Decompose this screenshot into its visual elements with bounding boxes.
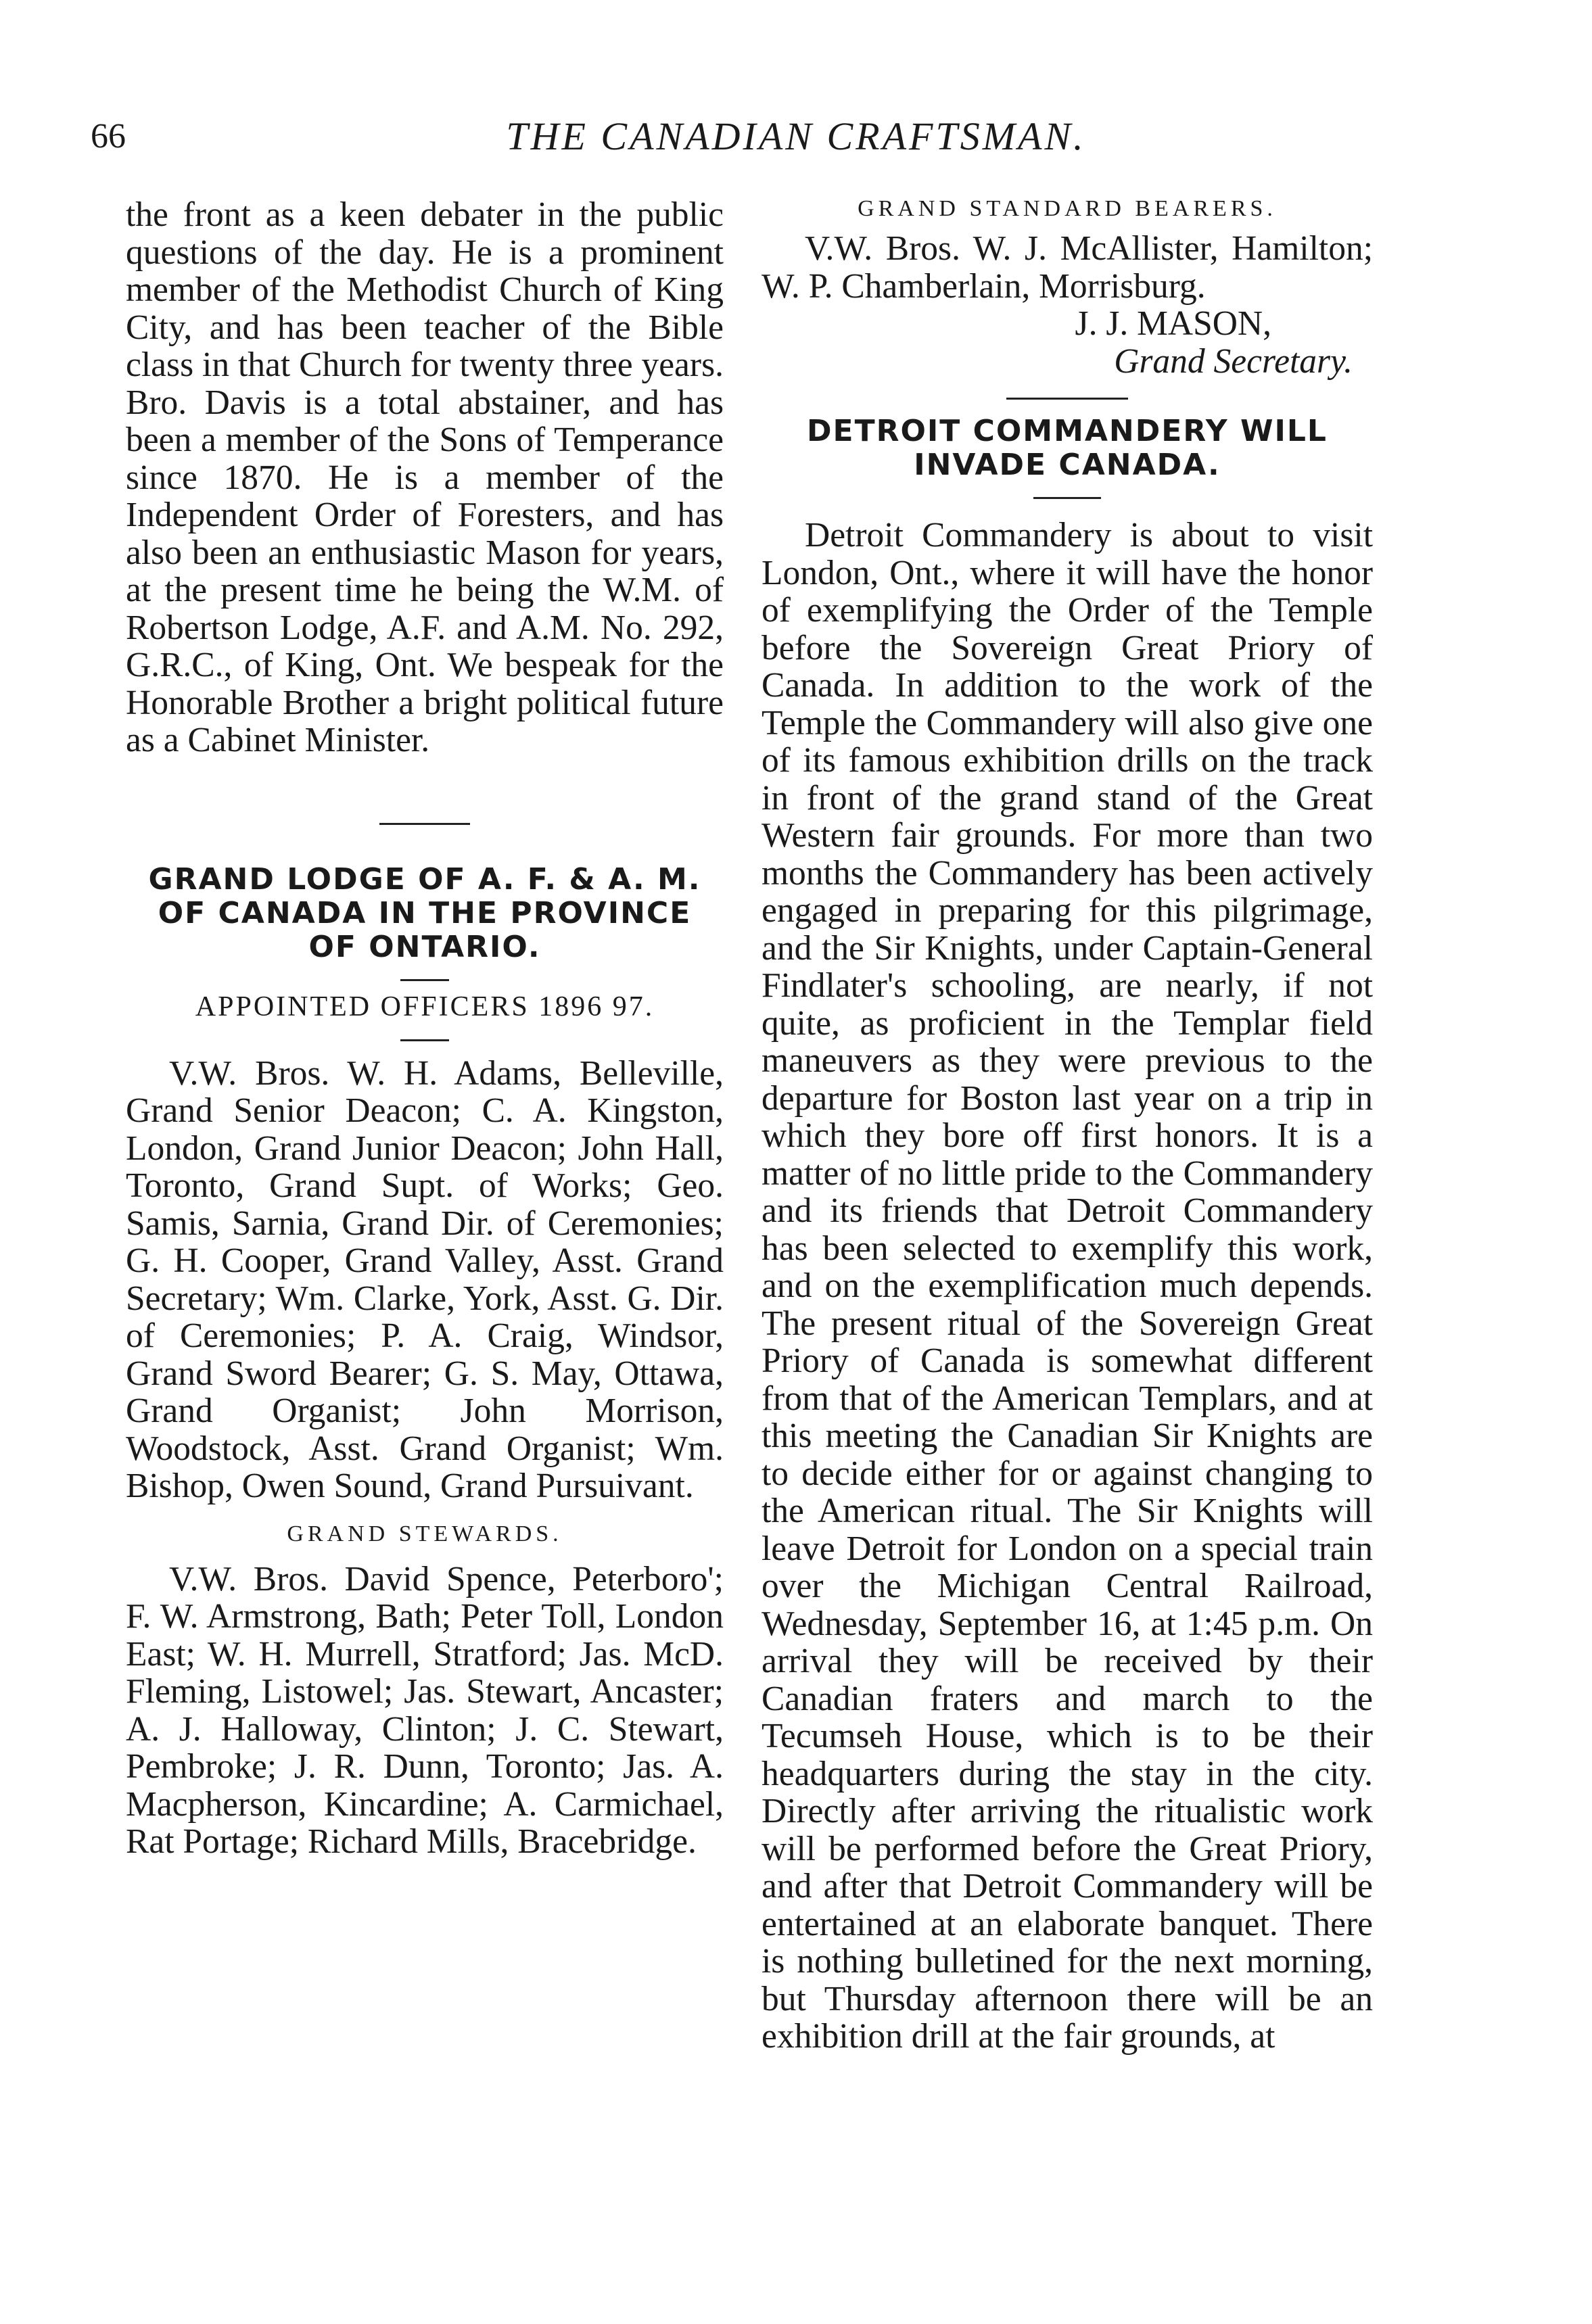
left-column	[126, 196, 724, 1861]
standard-bearers-paragraph: V.W. Bros. W. J. McAllister, Hamilton; W. P. Chamberlain, Morrisburg.	[762, 229, 1373, 306]
stewards-subheading: GRAND STEWARDS.	[287, 1521, 563, 1546]
officers-subheading: APPOINTED OFFICERS 1896 97.	[195, 991, 655, 1022]
stewards-paragraph: V.W. Bros. David Spence, Peterboro'; F. W. Armstrong, Bath; Peter Toll, London East; W. H. Murrell, Stratford; Jas. McD. Fleming, Listowel; Jas. Stewart, Ancaster; A. J. Halloway, Clinton; J. C. Stewart, Pembroke; J. R. Dunn, Toronto; Jas. A. Macpherson, Kincardine; A. Carmichael, Rat Portage; Richard Mills, Bracebridge.	[126, 1559, 724, 1861]
officers-paragraph: V.W. Bros. W. H. Adams, Belleville, Grand Senior Deacon; C. A. Kingston, London, Grand Junior Deacon; John Hall, Toronto, Grand Supt. of Works; Geo. Samis, Sarnia, Grand Dir. of Ceremonies; G. H. Cooper, Grand Valley, Asst. Grand Secretary; Wm. Clarke, York, Asst. G. Dir. of Ceremonies; P. A. Craig, Windsor, Grand Sword Bearer; G. S. May, Ottawa, Grand Organist; John Morrison, Woodstock, Asst. Grand Organist; Wm. Bishop, Owen Sound, Grand Pursuivant.	[126, 1053, 724, 1505]
page-number: 66	[91, 117, 126, 156]
running-title: THE CANADIAN CRAFTSMAN.	[506, 114, 1086, 158]
article-heading-detroit: DETROIT COMMANDERY WILL INVADE CANADA.	[807, 414, 1328, 482]
right-column	[762, 196, 1373, 2056]
signature	[762, 305, 1373, 380]
article-heading-grand-lodge: GRAND LODGE OF A. F. & A. M. OF CANADA IN THE PROVINCE OF ONTARIO.	[148, 861, 701, 964]
detroit-article-paragraph: Detroit Commandery is about to visit London, Ont., where it will have the honor of exemplifying the Order of the Temple before the Sovereign Great Priory of Canada. In addition to the work of the Temple the Commandery will also give one of its famous exhibition drills on the track in front of the grand stand of the Great Western fair grounds. For more than two months the Commandery has been actively engaged in preparing for this pilgrimage, and the Sir Knights, under Captain-General Findlater's schooling, are nearly, if not quite, as proficient in the Templar field maneuvers as they were previous to the departure for Boston last year on a trip in which they bore off first honors. It is a matter of no little pride to the Commandery and its friends that Detroit Commandery has been selected to exemplify this work, and on the exemplification much depends. The present ritual of the Sovereign Great Priory of Canada is somewhat different from that of the American Templars, and at this meeting the Canadian Sir Knights are to decide either for or against changing to the American ritual. The Sir Knights will leave Detroit for London on a special train over the Michigan Central Railroad, Wednesday, September 16, at 1:45 p.m. On arrival they will be received by their Canadian fraters and march to the Tecumseh House, which is to be their headquarters during the stay in the city. Directly after arriving the ritualistic work will be performed before the Great Priory, and after that Detroit Commandery will be entertained at an elaborate banquet. There is nothing bulletined for the next morning, but Thursday afternoon there will be an exhibition drill at the fair grounds, at	[762, 516, 1373, 2056]
standard-bearers-subheading: GRAND STANDARD BEARERS.	[858, 196, 1277, 221]
signature-title: Grand Secretary.	[1114, 341, 1353, 381]
signature-name: J. J. MASON,	[1075, 304, 1271, 343]
continued-paragraph: the front as a keen debater in the public questions of the day. He is a prominent member of the Methodist Church of King City, and has been teacher of the Bible class in that Church for twenty three years. Bro. Davis is a total abstainer, and has been a member of the Sons of Temperance since 1870. He is a member of the Independent Order of Foresters, and has also been an enthusiastic Mason for years, at the present time he being the W.M. of Robertson Lodge, A.F. and A.M. No. 292, G.R.C., of King, Ont. We bespeak for the Honorable Brother a bright political future as a Cabinet Minister.	[126, 195, 724, 759]
section-divider	[379, 823, 470, 825]
heading-divider	[400, 979, 449, 981]
heading-divider	[1033, 497, 1101, 499]
section-divider	[1006, 398, 1128, 400]
subheading-divider	[400, 1039, 449, 1041]
